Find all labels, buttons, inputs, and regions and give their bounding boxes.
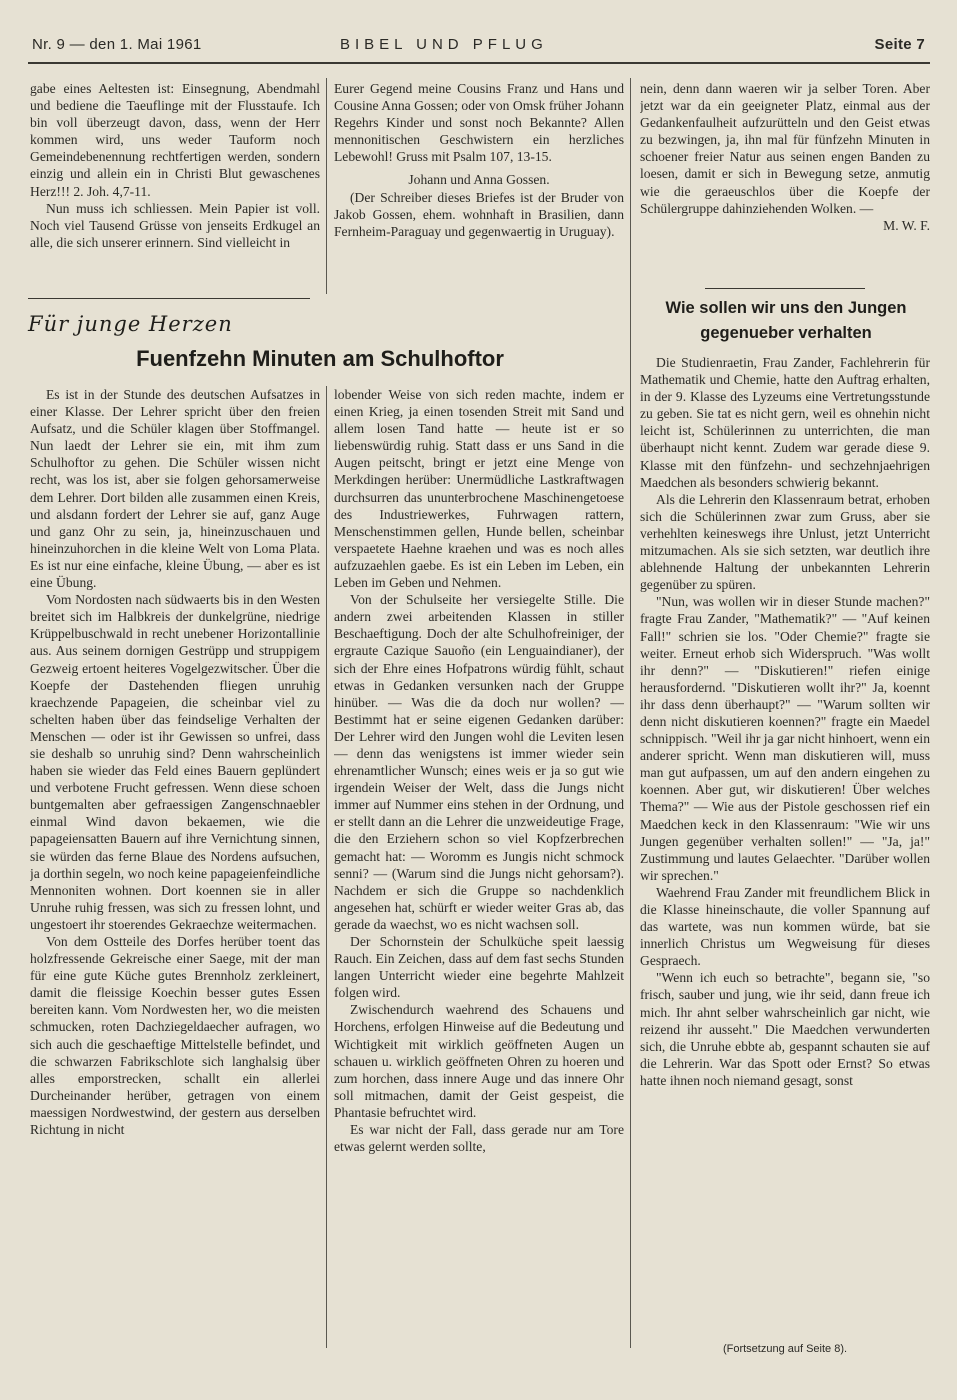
editor-note: (Der Schreiber dieses Briefes ist der Bruder von Jakob Gossen, ehem. wohnhaft in Brasilien, dann Fernheim-Paraguay und gegenwaertig in Uruguay). [334,189,624,239]
side-article-column [640,354,930,1340]
paragraph: lobender Weise von sich reden machte, indem er einen Krieg, ja einen tosenden Streit mit Sand und allem losen Tand hatte — heute ist er so liebenswürdig ruhig. Statt dass er uns Sand in die Augen peitscht, bringt er jetzt eine Menge von Merkdingen herüber: Unermüdliche Lastkraftwagen durchsurren das ununterbrochene Maschinengetoese des Industriewerkes, Fuhrwagen rattern, Menschenstimmen gellen, Hunde bellen, scheinbar verspaetete Haehne kraehen und was es noch alles aufzuzaehlen gaebe. Es ist ein Leben im Leben, ein Leben im Geben und Nehmen. [334,387,624,591]
side-article-title: Wie sollen wir uns den Jungen gegenueber verhalten [665,299,907,342]
column-divider [326,78,327,294]
section-label: Für junge Herzen [28,312,233,336]
paragraph: Vom Nordosten nach südwaerts bis in den Westen breitet sich im Halbkreis der dunkelgrüne, niedrige Krüppelbuschwald in recht unebener Horizontallinie aus. Aus seinem dornigen Gestrüpp und struppigem Gezweig ertoent heiteres Vogelgezwitscher. Über die Koepfe der Dastehenden fliegen unruhig kraechzende Papageien, die scheinbar viel zu schelten haben über das feindselige Verhalten der Menschen — oder ist ihr Gewissen so unfrei, dass sie deshalb so unruhig sind? Denn wahrscheinlich haben sie wieder das Feld eines Bauern geplündert und verbotene Frucht gefressen. Wenn diese schoen buntgemalten aber gefraessigen Zangenschnaebler einmal Wind davon bekaemen, wie die papageiensatten Bauern auf ihre Vernichtung sinnen, sie würden das ferne Blaue des Nordens aufsuchen, ja dorthin segeln, wo noch keine papageienfeindliche Mennoniten wohnen. Dort koennen sie in aller Unruhe ruhig fressen, was sich zu fressen lohnt, und ungestoert ihr stoerendes Gekraechze weitermachen. [30,592,320,932]
top-column-3 [640,80,930,276]
header-rule [28,62,930,64]
paragraph: Es ist in der Stunde des deutschen Aufsatzes in einer Klasse. Der Lehrer spricht über den freien Aufsatz, und die Schüler klagen über Stoffmangel. Nun laedt der Lehrer sie ein, mit ihm zum Schulhoftor zu gehen. Die Schüler wissen nicht recht, was los ist, aber sie folgen gehorsamerweise dem Lehrer. Dort bilden alle zusammen einen Kreis, und alsdann fordert der Lehrer sie auf, ganz Auge und ganz Ohr zu sein, ja, hineinzuschauen und hineinzuhorchen in die kleine Welt von Loma Plata. Es ist nur eine einfache, kleine Übung, — aber es ist eine Übung. [30,387,320,591]
paragraph: Als die Lehrerin den Klassenraum betrat, erhoben sich die Schülerinnen zwar zum Gruss, aber sie verhehlten keineswegs ihre Unlust, jetzt Unterricht mitzumachen. Als sie sich setzten, war deutlich ihre ablehnende Haltung der unbekannten Lehrerin gegenüber zu spüren. [640,491,930,593]
page-number: Seite 7 [874,36,925,53]
paragraph: Eurer Gegend meine Cousins Franz und Hans und Cousine Anna Gossen; oder von Omsk früher Johann Regehrs Kinder und sonst noch Bekannte? Allen mennonitischen Geschwistern ein herzliches Lebewohl! Gruss mit Psalm 107, 13-15. [334,81,624,165]
letter-signature: Johann und Anna Gossen. [408,172,550,188]
article-column-2 [334,386,624,1356]
paragraph: Der Schornstein der Schulküche speit laessig Rauch. Ein Zeichen, dass auf dem fast sechs Stunden langen Unterricht wieder eine begehrte Mahlzeit folgen wird. [334,934,624,1001]
paragraph: Waehrend Frau Zander mit freundlichem Blick in die Klasse hineinschaute, die voller Spannung auf das wartete, was nun kommen würde, bat sie innerlich Christus um Wegweisung für dieses Gespraech. [640,884,930,969]
paragraph: Von dem Ostteile des Dorfes herüber toent das holzfressende Gekreische einer Saege, mit der man für eine gute Küche gutes Brennholz zerkleinert, damit die fleissige Koechin besser gutes Essen bereiten kann. Vom Nordwesten her, wo die meisten schmucken, roten Dachziegeldaecher aufragen, wo sich auch die geschaeftige Mittelstelle befindet, und die schwarzen Fabrikschlote sich langhalsig über alles emporstrecken, schallt ein allerlei Durcheinander herüber, getragen von einem maessigen Nordwestwind, der gestern aus derselben Richtung in nicht [30,934,320,1138]
paragraph: Es war nicht der Fall, dass gerade nur am Tore etwas gelernt werden sollte, [334,1122,624,1155]
paragraph: Nun muss ich schliessen. Mein Papier ist voll. Noch viel Tausend Grüsse von jenseits Erdkugel an alle, die sich unserer erinnern. Sind vielleicht in [30,200,320,250]
paragraph: Die Studienraetin, Frau Zander, Fachlehrerin für Mathematik und Chemie, hatte den Auftrag erhalten, in der 9. Klasse des Lyzeums eine Vertretungsstunde zu geben. Sie tat es nicht gern, weil es ohnehin nicht leicht ist, Schülerinnen zu unterrichten, die man überhaupt nicht kennt. Zudem war gerade diese 9. Klasse mit den fünfzehn- und sechzehnjaehrigen Maedchen als besonders schwierig bekannt. [640,355,930,490]
paragraph: Zwischendurch waehrend des Schauens und Horchens, erfolgen Hinweise auf die Bedeutung und Wichtigkeit mit wirklich geöffneten Augen un schauen u. wirklich geöffneten Ohren zu hoeren und zum horchen, dass innere Auge und das innere Ohr soll mitmachen, damit der Geist gespeist, die Phantasie befruchtet wird. [334,1002,624,1120]
article-title: Fuenfzehn Minuten am Schulhoftor [136,346,504,371]
top-column-2 [334,80,624,298]
continuation-note: (Fortsetzung auf Seite 8). [722,1343,848,1355]
article-column-1 [30,386,320,1356]
paragraph: "Wenn ich euch so betrachte", begann sie, "so frisch, sauber und jung, wie ihr seid, dann freue ich mich. Ihr ahnt selber wahrscheinlich gar nicht, wie reizend ihr ausseht." Die Maedchen verwunderten sich, die Unruhe ebbte ab, gespannt schauten sie auf die Lehrerin. War das Spott oder Ernst? So etwas hatte ihnen noch niemand gesagt, sonst [640,970,930,1088]
paragraph: Von der Schulseite her versiegelte Stille. Die andern zwei arbeitenden Klassen in stiller Beschaeftigung. Doch der alte Schulhofreiniger, der ergraute Cazique Sauoño (ein Lenguaindianer), der sich der Ehre eines Hofpatrons würdig fühlt, schaut etwas in Gedanken versunken nach der Gruppe hinüber. — Was die da doch nur wollen? — Bestimmt hat er seine eigenen Gedanken darüber: Der Lehrer wird den Jungen wohl die Leviten lesen — denn das wenigstens ist immer wieder sein ehrenamtlicher Wunsch; eines weis er ja so gut wie irgendein Weiser der Welt, dass die Jungs nicht immer auf Nummer eins stehen in der Ordnung, und er stellt dann an die Lehrer die unzweideutige Frage, die den Erziehern schon so viel Kopfzerbrechen gemacht hat: — Woromm es Jungis nicht schmock senni? — (Warum sind die Jungs nicht gehorsam?). Nachdem er sich die Gruppe so nachdenklich angesehen hat, schürft er wieder weiter Gras ab, das gerade da waechst, wo es nicht wachsen soll. [334,592,624,932]
paragraph: "Nun, was wollen wir in dieser Stunde machen?" fragte Frau Zander, "Mathematik?" — "Auf keinen Fall!" schrien sie los. "Oder Chemie?" fragte sie weiter. Erneut erhob sich Widerspruch. "Was wollt ihr denn?" — "Diskutieren!" riefen einige herausfordernd. "Diskutieren wollt ihr?" Ja, koennt ihr dass denn überhaupt?" — "Warum sollten wir denn nicht diskutieren koennen?" fragte ein Maedel schnippisch. "Weil ihr ja gar nicht hinhoert, wenn ein anderer spricht. Wenn man diskutieren will, muss man gut aufpassen, um auf den andern eingehen zu koennen. Aber gut, wir diskutieren! Über welches Thema?" — Wie aus der Pistole geschossen rief ein Maedchen keck in den Klassenraum: "Wie wir uns Jungen gegenüber verhalten sollen!" — "Ja, ja!" Zustimmung und lautes Gelaechter. "Darüber wollen wir sprechen." [640,594,930,883]
paragraph: gabe eines Aeltesten ist: Einsegnung, Abendmahl und bediene die Taeuflinge mit der Flusstaufe. Ich bin voll überzeugt davon, dass, wenn der Herr kommen wird, uns weder Tauform noch Gemeindebenennung rechtfertigen werden, sondern einzig und allein ein in Christi Blut gewaschenes Herz!!! 2. Joh. 4,7-11. [30,81,320,199]
column-divider [630,78,631,1348]
section-rule-right [705,288,865,289]
issue-date: Nr. 9 — den 1. Mai 1961 [32,36,202,53]
column-divider [326,386,327,1348]
top-column-1 [30,80,320,292]
section-rule-left [28,298,310,299]
author-signature: M. W. F. [883,217,930,233]
paragraph: nein, denn dann waeren wir ja selber Toren. Aber jetzt war da ein geeigneter Platz, einmal aus der Gedankenfaulheit aufzurütteln und den Geist etwas zu bezwingen, ja, ihn mal für fünfzehn Minuten in schoener freier Natur aus seinen engen Banden zu loesen, damit er sich in Bewegung setze, anmutig wie die geraeuschlos über die Koepfe der Schülergruppe dahinziehenden Wolken. — [640,81,930,216]
publication-title: BIBEL UND PFLUG [340,36,548,53]
